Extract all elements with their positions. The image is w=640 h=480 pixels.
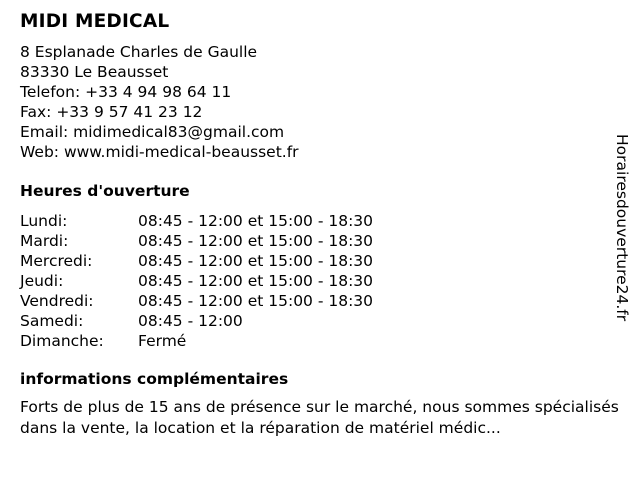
business-card <box>20 10 620 439</box>
info-heading: informations complémentaires <box>20 370 289 388</box>
hours-time: 08:45 - 12:00 et 15:00 - 18:30 <box>138 272 374 290</box>
hours-day: Jeudi: <box>20 272 64 290</box>
hours-time: 08:45 - 12:00 et 15:00 - 18:30 <box>138 252 374 270</box>
hours-row <box>20 271 620 291</box>
hours-day: Lundi: <box>20 212 68 230</box>
hours-row <box>20 231 620 251</box>
hours-time: Fermé <box>138 332 187 350</box>
hours-time: 08:45 - 12:00 et 15:00 - 18:30 <box>138 292 374 310</box>
hours-day: Vendredi: <box>20 292 94 310</box>
hours-row <box>20 211 620 231</box>
hours-day: Samedi: <box>20 312 84 330</box>
address-line-2: 83330 Le Beausset <box>20 63 169 81</box>
hours-time: 08:45 - 12:00 <box>138 312 243 330</box>
hours-row <box>20 311 620 331</box>
hours-day: Mardi: <box>20 232 69 250</box>
hours-time: 08:45 - 12:00 et 15:00 - 18:30 <box>138 212 374 230</box>
site-watermark <box>610 134 634 374</box>
email-line: Email: midimedical83@gmail.com <box>20 123 285 141</box>
hours-row <box>20 291 620 311</box>
address-line-1: 8 Esplanade Charles de Gaulle <box>20 43 258 61</box>
opening-hours-table <box>20 211 620 351</box>
watermark-text: Horairesdouverture24.fr <box>613 134 631 322</box>
hours-heading: Heures d'ouverture <box>20 182 190 200</box>
business-name: MIDI MEDICAL <box>20 11 170 32</box>
phone-line: Telefon: +33 4 94 98 64 11 <box>20 83 232 101</box>
web-line: Web: www.midi-medical-beausset.fr <box>20 143 299 161</box>
info-description: Forts de plus de 15 ans de présence sur le marché, nous sommes spécialisés dans la vente, la location et la réparation de matériel médic... <box>20 398 619 437</box>
hours-row <box>20 331 620 351</box>
hours-row <box>20 251 620 271</box>
hours-day: Mercredi: <box>20 252 93 270</box>
hours-time: 08:45 - 12:00 et 15:00 - 18:30 <box>138 232 374 250</box>
fax-line: Fax: +33 9 57 41 23 12 <box>20 103 203 121</box>
hours-day: Dimanche: <box>20 332 104 350</box>
